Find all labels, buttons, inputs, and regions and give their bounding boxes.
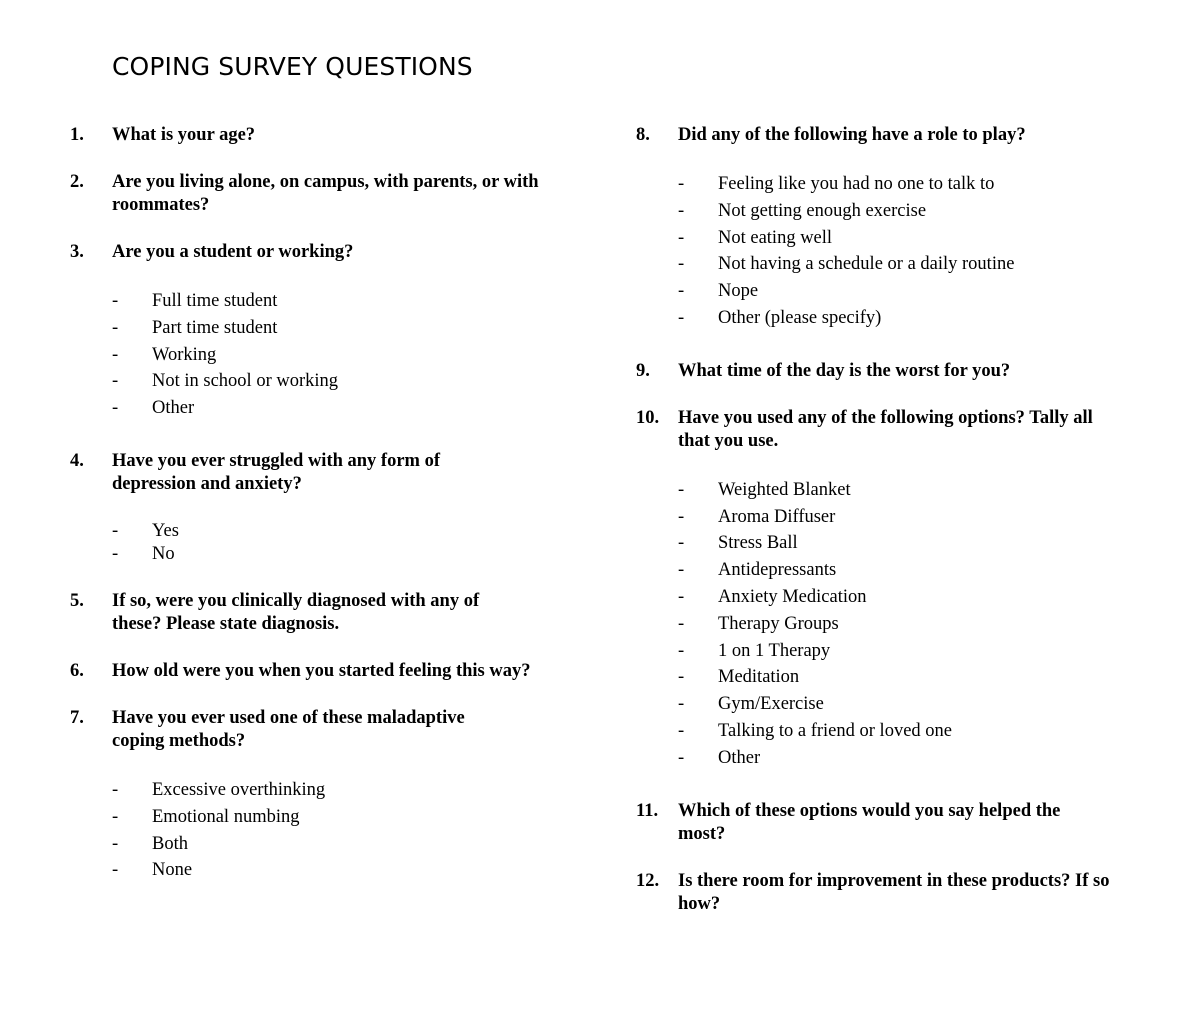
question-number: 7.	[70, 707, 84, 728]
question-text: If so, were you clinically diagnosed with any of these? Please state diagnosis.	[112, 590, 480, 634]
list-item: - Other (please specify)	[678, 307, 882, 328]
question-8	[636, 124, 1136, 147]
question-text: Which of these options would you say helped the most?	[678, 800, 1061, 844]
list-item: - Not having a schedule or a daily routine	[678, 254, 1015, 275]
question-number: 2.	[70, 172, 84, 192]
list-item: - No	[112, 543, 175, 564]
question-6	[70, 660, 570, 683]
list-item: - Aroma Diffuser	[678, 506, 836, 527]
question-number: 11.	[636, 800, 659, 821]
question-text: What time of the day is the worst for you?	[678, 360, 1011, 381]
question-3	[70, 241, 570, 264]
list-item: - Antidepressants	[678, 560, 837, 581]
list-item: - None	[112, 860, 193, 881]
question-text: Did any of the following have a role to play?	[678, 125, 1026, 145]
list-item: - Talking to a friend or loved one	[678, 720, 952, 741]
question-text: Have you ever struggled with any form of depression and anxiety?	[112, 450, 440, 494]
question-number: 8.	[636, 125, 650, 145]
list-item: - Other	[112, 398, 195, 419]
options-list-q8	[636, 171, 1136, 332]
question-number: 3.	[70, 242, 84, 262]
question-number: 9.	[636, 360, 650, 381]
question-5	[70, 590, 570, 636]
list-item: - Excessive overthinking	[112, 779, 326, 800]
list-item: - Not eating well	[678, 227, 833, 248]
list-item: - Other	[678, 747, 761, 768]
question-text: Are you living alone, on campus, with parents, or with roommates?	[112, 172, 539, 215]
right-column	[636, 124, 1136, 916]
question-7	[70, 707, 570, 753]
question-9	[636, 360, 1136, 383]
options-list-q7	[70, 777, 570, 884]
list-item: - Both	[112, 833, 188, 854]
list-item: - Part time student	[112, 317, 278, 338]
options-list-q10	[636, 477, 1136, 772]
list-item: - Anxiety Medication	[678, 586, 867, 607]
question-text: Have you used any of the following options? Tally all that you use.	[678, 407, 1093, 451]
question-number: 1.	[70, 125, 84, 145]
list-item: - Therapy Groups	[678, 613, 839, 634]
question-12	[636, 870, 1136, 916]
left-column	[70, 124, 570, 884]
list-item: - Feeling like you had no one to talk to	[678, 174, 995, 194]
question-text: Have you ever used one of these maladaptive coping methods?	[112, 707, 465, 751]
list-item: - Nope	[678, 281, 759, 302]
question-4	[70, 450, 570, 496]
question-1	[70, 124, 570, 147]
page-title: COPING SURVEY QUESTIONS	[112, 52, 473, 81]
question-text: What is your age?	[112, 125, 256, 145]
question-text: Is there room for improvement in these products? If so how?	[678, 870, 1110, 914]
question-text: Are you a student or working?	[112, 242, 354, 262]
list-item: - Yes	[112, 520, 179, 541]
question-number: 6.	[70, 660, 84, 681]
question-number: 5.	[70, 590, 84, 611]
question-11	[636, 800, 1136, 846]
list-item: - Working	[112, 344, 217, 365]
list-item: - Not getting enough exercise	[678, 200, 927, 221]
list-item: - Stress Ball	[678, 533, 798, 554]
list-item: - Gym/Exercise	[678, 694, 824, 715]
list-item: - Emotional numbing	[112, 806, 300, 827]
list-item: - 1 on 1 Therapy	[678, 640, 831, 661]
list-item: - Meditation	[678, 667, 800, 688]
options-list-q4	[70, 520, 570, 566]
question-2	[70, 171, 570, 217]
question-number: 10.	[636, 407, 660, 428]
list-item: - Not in school or working	[112, 371, 339, 392]
question-text: How old were you when you started feeling this way?	[112, 660, 531, 681]
question-number: 12.	[636, 870, 660, 891]
question-10	[636, 407, 1136, 453]
question-number: 4.	[70, 450, 84, 471]
list-item: - Full time student	[112, 291, 278, 311]
options-list-q3	[70, 288, 570, 422]
list-item: - Weighted Blanket	[678, 479, 851, 500]
